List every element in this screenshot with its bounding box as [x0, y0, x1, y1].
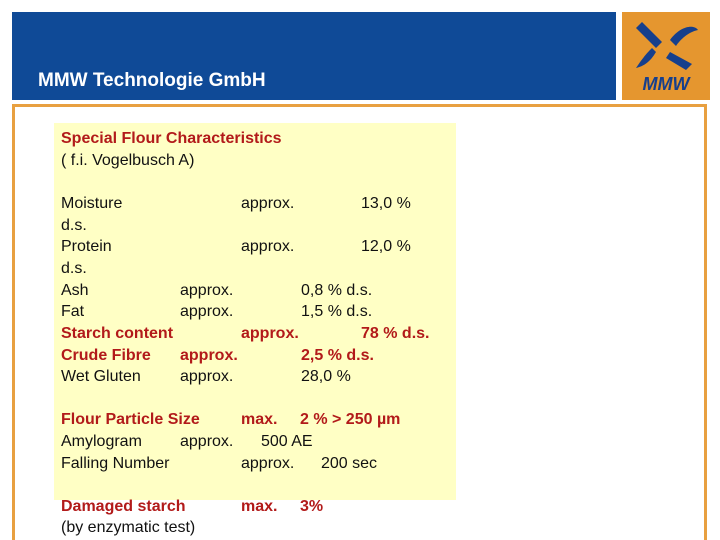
starch-value: 78 % d.s.: [361, 325, 430, 342]
row-starch: [61, 323, 430, 345]
gluten-value: 28,0 %: [301, 368, 351, 385]
fat-qualifier: approx.: [180, 303, 234, 320]
moisture-value: 13,0 %: [361, 195, 411, 212]
protein-value: 12,0 %: [361, 238, 411, 255]
falling-label: Falling Number: [61, 455, 170, 472]
row-ash: [61, 280, 373, 302]
damaged-qualifier: max.: [241, 498, 278, 515]
logo-text: MMW: [642, 74, 690, 94]
fat-value: 1,5 % d.s.: [301, 303, 373, 320]
falling-value: 200 sec: [321, 455, 378, 472]
protein-qualifier: approx.: [241, 238, 295, 255]
damaged-label: Damaged starch: [61, 498, 186, 515]
amylogram-label: Amylogram: [61, 433, 142, 450]
damaged-value: 3%: [300, 498, 324, 515]
mmw-logo-icon: [622, 12, 710, 100]
ash-value: 0,8 % d.s.: [301, 282, 373, 299]
fibre-value: 2,5 % d.s.: [301, 347, 374, 364]
gluten-qualifier: approx.: [180, 368, 234, 385]
particle-label: Flour Particle Size: [61, 411, 200, 428]
row-particle: [61, 409, 401, 431]
damaged-note: (by enzymatic test): [61, 519, 196, 536]
starch-qualifier: approx.: [241, 325, 299, 342]
falling-qualifier: approx.: [241, 455, 295, 472]
particle-value: 2 % > 250 µm: [300, 411, 401, 428]
moisture-unit: d.s.: [61, 217, 87, 234]
fibre-qualifier: approx.: [180, 347, 238, 364]
row-fibre: [61, 345, 374, 367]
row-falling-number: [61, 453, 378, 475]
mmw-logo: [622, 12, 710, 100]
starch-label: Starch content: [61, 325, 174, 342]
gluten-label: Wet Gluten: [61, 368, 141, 385]
protein-unit: d.s.: [61, 260, 87, 277]
particle-qualifier: max.: [241, 411, 278, 428]
protein-label: Protein: [61, 238, 112, 255]
company-name: MMW Technologie GmbH: [38, 70, 266, 91]
row-protein: [61, 236, 411, 258]
ash-label: Ash: [61, 282, 89, 299]
amylogram-value: 500 AE: [261, 433, 313, 450]
row-fat: [61, 301, 373, 323]
moisture-label: Moisture: [61, 195, 123, 212]
section-subtitle: ( f.i. Vogelbusch A): [61, 152, 195, 169]
row-damaged: [61, 496, 324, 518]
ash-qualifier: approx.: [180, 282, 234, 299]
row-moisture: [61, 193, 411, 215]
row-amylogram: [61, 431, 313, 453]
row-gluten: [61, 366, 351, 388]
amylogram-qualifier: approx.: [180, 433, 234, 450]
fat-label: Fat: [61, 303, 85, 320]
moisture-qualifier: approx.: [241, 195, 295, 212]
fibre-label: Crude Fibre: [61, 347, 151, 364]
section-title: Special Flour Characteristics: [61, 130, 282, 147]
